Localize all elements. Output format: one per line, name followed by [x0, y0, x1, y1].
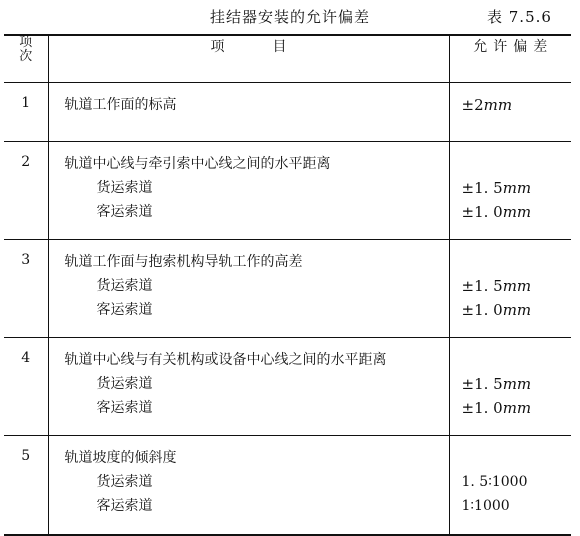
row-sub-item: 客运索道 [96, 204, 153, 220]
header-item [48, 35, 449, 83]
row-item-text: 轨道中心线与牵引索中心线之间的水平距离 [64, 156, 331, 172]
table-row [4, 338, 571, 436]
row-number: 3 [4, 240, 48, 338]
tolerance-value: ±1. 0mm [461, 301, 532, 319]
header-index-line1: 项 [19, 35, 33, 50]
header-item-label: 项目 [210, 39, 335, 55]
row-tolerance [449, 240, 571, 338]
row-sub-item: 货运索道 [96, 376, 153, 392]
tolerance-value: ±2mm [461, 96, 513, 114]
header-tolerance [449, 35, 571, 83]
row-item-text: 轨道工作面的标高 [64, 97, 177, 113]
row-tolerance [449, 142, 571, 240]
header-tolerance-label: 允许偏差 [473, 39, 554, 55]
row-sub-item: 货运索道 [96, 180, 153, 196]
row-item [48, 240, 449, 338]
header-index-line2: 次 [19, 49, 33, 64]
row-sub-item: 货运索道 [96, 474, 153, 490]
row-item [48, 142, 449, 240]
row-number: 5 [4, 436, 48, 536]
table-reference: 表 7.5.6 [487, 8, 552, 26]
row-number: 2 [4, 142, 48, 240]
row-item [48, 338, 449, 436]
header-index [4, 35, 48, 83]
row-item [48, 83, 449, 142]
row-sub-item: 客运索道 [96, 302, 153, 318]
tolerance-value: ±1. 5mm [461, 179, 532, 197]
table-row [4, 83, 571, 142]
row-tolerance [449, 436, 571, 536]
table-row [4, 436, 571, 536]
tolerance-value: ±1. 0mm [461, 399, 532, 417]
row-tolerance [449, 338, 571, 436]
row-item-text: 轨道工作面与抱索机构导轨工作的高差 [64, 254, 303, 270]
tolerance-value: ±1. 5mm [461, 277, 532, 295]
tolerance-value: ±1. 0mm [461, 203, 532, 221]
row-item-text: 轨道坡度的倾斜度 [64, 450, 177, 466]
table-caption [0, 6, 580, 28]
row-number: 1 [4, 83, 48, 142]
row-sub-item: 客运索道 [96, 400, 153, 416]
row-sub-item: 客运索道 [96, 498, 153, 514]
table-row [4, 240, 571, 338]
tolerance-value: 1. 5∶1000 [461, 474, 528, 490]
row-item-text: 轨道中心线与有关机构或设备中心线之间的水平距离 [64, 352, 387, 368]
header-row [4, 35, 571, 83]
table-title: 挂结器安装的允许偏差 [210, 8, 371, 26]
tolerance-value: ±1. 5mm [461, 375, 532, 393]
tolerance-value: 1∶1000 [461, 498, 510, 514]
tolerance-table [4, 34, 571, 536]
row-number: 4 [4, 338, 48, 436]
row-sub-item: 货运索道 [96, 278, 153, 294]
table-row [4, 142, 571, 240]
row-tolerance [449, 83, 571, 142]
row-item [48, 436, 449, 536]
